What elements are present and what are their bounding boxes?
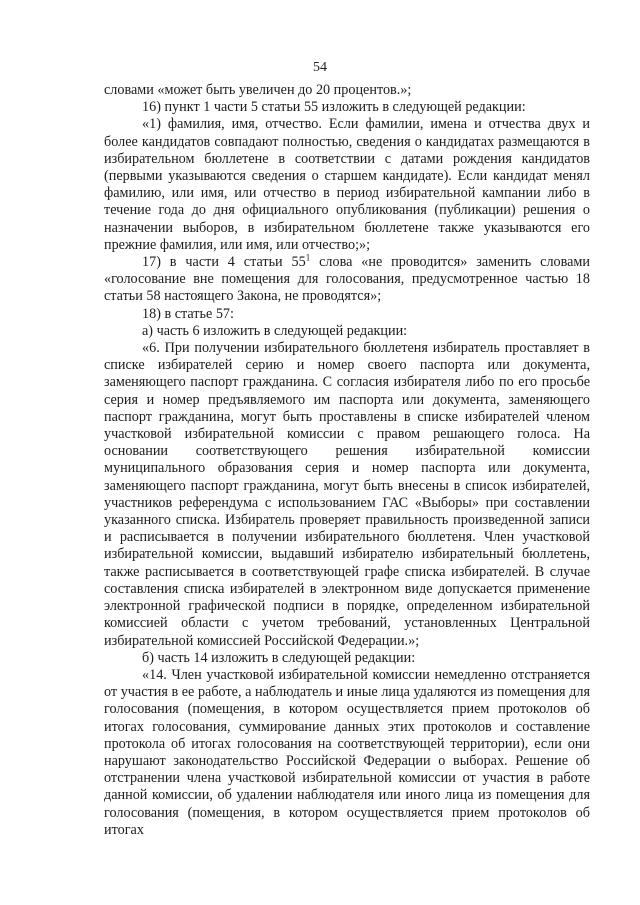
paragraph-item-16-text: «1) фамилия, имя, отчество. Если фамилии, имена и отчества двух и более кандидатов совпадают полностью, сведения о кандидатах размещаются в избирательном бюллетене в соответствии с датами рождения кандидатов (первыми указываются сведения о старшем кандидате). Если кандидат менял фамилию, или имя, или отчество в период избирательной кампании либо в течение года до дня официального опубликования (публикации) решения о назначении выборов, в избирательном бюллетене также указываются его прежние фамилия, или имя, или отчество;»; bbox=[104, 116, 590, 253]
page-number: 54 bbox=[313, 60, 327, 75]
paragraph-subitem-b: б) часть 14 изложить в следующей редакции: bbox=[142, 649, 416, 666]
paragraph-item-17-start: 17) в части 4 статьи 55 bbox=[142, 254, 306, 271]
paragraph-part-6-text: «6. При получении избирательного бюллетеня избиратель проставляет в списке избирателей серию и номер своего паспорта или документа, заменяющего паспорт гражданина. С согласия избирателя либо по его просьбе серия и номер предъявляемого им паспорта или документа, заменяющего паспорт гражданина, могут быть проставлены в списке избирателей членом участковой избирательной комиссии с правом решающего голоса. На основании соответствующего решения избирательной комиссии муниципального образования серия и номер паспорта или документа, заменяющего паспорт гражданина, могут быть внесены в список избирателей, участников референдума с использованием ГАС «Выборы» при составлении указанного списка. Избиратель проверяет правильность произведенной записи и расписывается в получении избирательного бюллетеня. Член участковой избирательной комиссии, выдавший избирателю избирательный бюллетень, также расписывается в соответствующей графе списка избирателей. В случае составления списка избирателей в электронном виде допускается применение электронной графической подписи в порядке, определенном избирательной комиссией области с учетом требований, установленных Центральной избирательной комиссией Российской Федерации.»; bbox=[104, 340, 590, 649]
document-body bbox=[104, 82, 590, 839]
paragraph-item-16: 16) пункт 1 части 5 статьи 55 изложить в следующей редакции: bbox=[142, 99, 526, 116]
paragraph-item-17-end: слова «не проводится» заменить словами «голосование вне помещения для голосования, предусмотренное частью 18 статьи 58 настоящего Закона, не проводятся»; bbox=[104, 254, 590, 305]
paragraph-item-17 bbox=[104, 254, 590, 306]
paragraph-part-14-text: «14. Член участковой избирательной комиссии немедленно отстраняется от участия в ее работе, а наблюдатель и иные лица удаляются из помещения для голосования (помещения, в котором осуществляется прием протоколов об итогах голосования, суммирование данных этих протоколов и составление протокола об итогах голосования на соответствующей территории), если они нарушают законодательство Российской Федерации о выборах. Решение об отстранении члена участковой избирательной комиссии от участия в работе данной комиссии, об удалении наблюдателя или иного лица из помещения для голосования (помещения, в котором осуществляется прием протоколов об итогах bbox=[104, 666, 590, 838]
paragraph-subitem-a: а) часть 6 изложить в следующей редакции: bbox=[142, 322, 408, 339]
superscript-1: 1 bbox=[305, 252, 311, 263]
paragraph-continuation: словами «может быть увеличен до 20 процентов.»; bbox=[104, 82, 412, 98]
paragraph-item-18: 18) в статье 57: bbox=[142, 305, 234, 322]
